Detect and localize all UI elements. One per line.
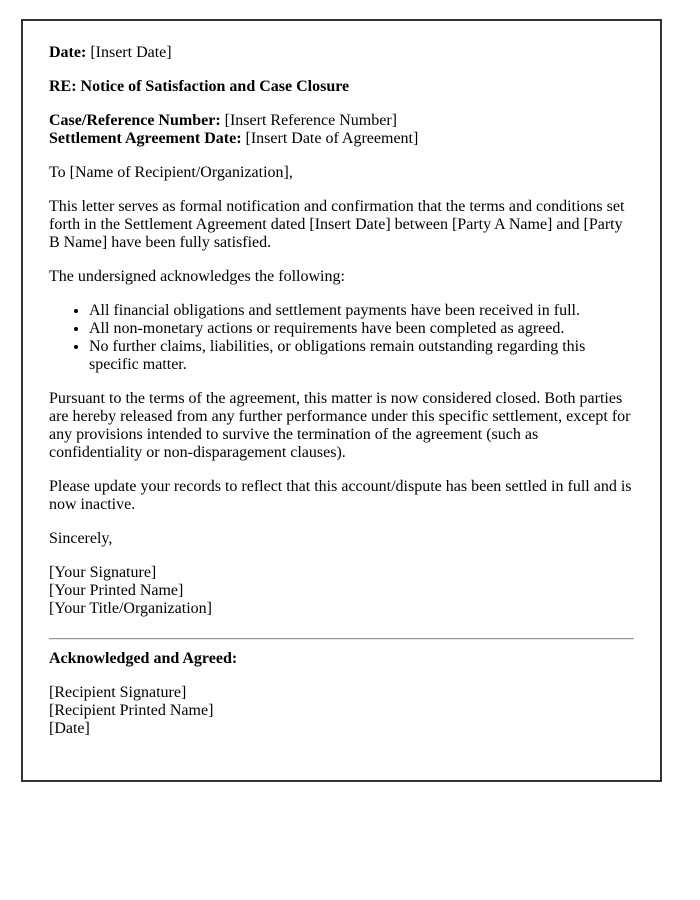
date-label: Date: xyxy=(49,44,87,61)
sender-name-line: [Your Printed Name] xyxy=(49,582,184,599)
records-update-paragraph: Please update your records to reflect that this account/dispute has been settled in full and is now inactive. xyxy=(49,478,632,513)
agreement-date-value: [Insert Date of Agreement] xyxy=(245,130,419,147)
letter-page xyxy=(21,19,662,782)
acknowledged-heading: Acknowledged and Agreed: xyxy=(49,650,238,667)
case-number-label: Case/Reference Number: xyxy=(49,112,221,129)
recipient-signature-block xyxy=(49,684,634,738)
acknowledgment-intro: The undersigned acknowledges the following: xyxy=(49,268,345,285)
salutation: To [Name of Recipient/Organization], xyxy=(49,164,293,181)
date-value: [Insert Date] xyxy=(90,44,172,61)
closing-salutation: Sincerely, xyxy=(49,530,113,547)
reference-block xyxy=(49,112,634,148)
subject-line: RE: Notice of Satisfaction and Case Closure xyxy=(49,78,350,95)
date-line xyxy=(49,44,634,62)
bullet-item: • All financial obligations and settlement payments have been received in full. xyxy=(89,302,634,320)
case-reference-line xyxy=(49,112,634,130)
bullet-item: • All non-monetary actions or requirements have been completed as agreed. xyxy=(89,320,634,338)
recipient-date-line: [Date] xyxy=(49,720,90,737)
acknowledgment-bullet-list xyxy=(49,302,634,374)
sender-signature-block xyxy=(49,564,634,618)
bullet-item: • No further claims, liabilities, or obligations remain outstanding regarding this specific matter. xyxy=(89,338,634,374)
agreement-date-line xyxy=(49,130,634,148)
recipient-name-line: [Recipient Printed Name] xyxy=(49,702,214,719)
intro-paragraph: This letter serves as formal notification and confirmation that the terms and conditions set forth in the Settlement Agreement dated [Insert Date] between [Party A Name] and [Party B Name] have been fully satisfied. xyxy=(49,198,625,251)
sender-title-line: [Your Title/Organization] xyxy=(49,600,212,617)
sender-signature-line: [Your Signature] xyxy=(49,564,157,581)
agreement-date-label: Settlement Agreement Date: xyxy=(49,130,242,147)
case-number-value: [Insert Reference Number] xyxy=(224,112,397,129)
signature-divider xyxy=(49,638,634,640)
closure-paragraph: Pursuant to the terms of the agreement, this matter is now considered closed. Both parties are hereby released from any further performance under this specific settlement, except for any provisions intended to survive the termination of the agreement (such as confidentiality or non-disparagement clauses). xyxy=(49,390,631,461)
recipient-signature-line: [Recipient Signature] xyxy=(49,684,187,701)
